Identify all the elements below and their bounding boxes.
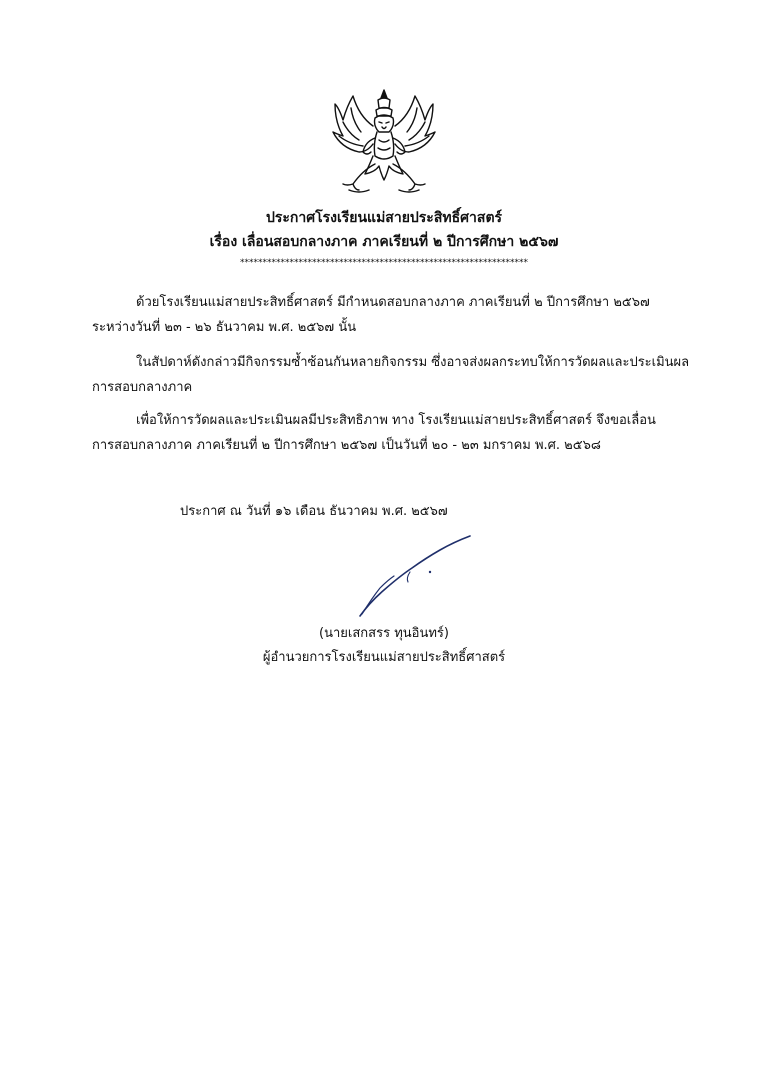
signature-image (350, 532, 476, 620)
announcement-date: ประกาศ ณ วันที่ ๑๖ เดือน ธันวาคม พ.ศ. ๒๕๖๗ (180, 504, 448, 519)
separator-line: **************************************************************** (240, 258, 528, 268)
paragraph-1 (92, 290, 678, 340)
signatory-name: (นายเสกสรร ทุนอินทร์) (319, 626, 449, 641)
paragraph-1-line-1: ด้วยโรงเรียนแม่สายประสิทธิ์ศาสตร์ มีกำหนดสอบกลางภาค ภาคเรียนที่ ๒ ปีการศึกษา ๒๕๖๗ (136, 295, 650, 310)
announcement-subject: เรื่อง เลื่อนสอบกลางภาค ภาคเรียนที่ ๒ ปีการศึกษา ๒๕๖๗ (209, 234, 559, 250)
paragraph-3 (92, 408, 678, 458)
paragraph-3-line-2: การสอบกลางภาค ภาคเรียนที่ ๒ ปีการศึกษา ๒๕๖๗ เป็นวันที่ ๒๐ - ๒๓ มกราคม พ.ศ. ๒๕๖๘ (92, 438, 601, 453)
garuda-emblem-icon (329, 86, 439, 198)
paragraph-2 (92, 350, 690, 400)
paragraph-3-line-1: เพื่อให้การวัดผลและประเมินผลมีประสิทธิภาพ ทาง โรงเรียนแม่สายประสิทธิ์ศาสตร์ จึงขอเลื่อน (136, 413, 656, 428)
announcement-title: ประกาศโรงเรียนแม่สายประสิทธิ์ศาสตร์ (265, 210, 503, 226)
paragraph-2-line-1: ในสัปดาห์ดังกล่าวมีกิจกรรมซ้ำซ้อนกันหลายกิจกรรม ซึ่งอาจส่งผลกระทบให้การวัดผลและประเมินผล (136, 355, 690, 370)
paragraph-2-line-2: การสอบกลางภาค (92, 380, 193, 395)
paragraph-1-line-2: ระหว่างวันที่ ๒๓ - ๒๖ ธันวาคม พ.ศ. ๒๕๖๗ นั้น (92, 320, 357, 335)
signatory-position: ผู้อำนวยการโรงเรียนแม่สายประสิทธิ์ศาสตร์ (262, 650, 506, 665)
